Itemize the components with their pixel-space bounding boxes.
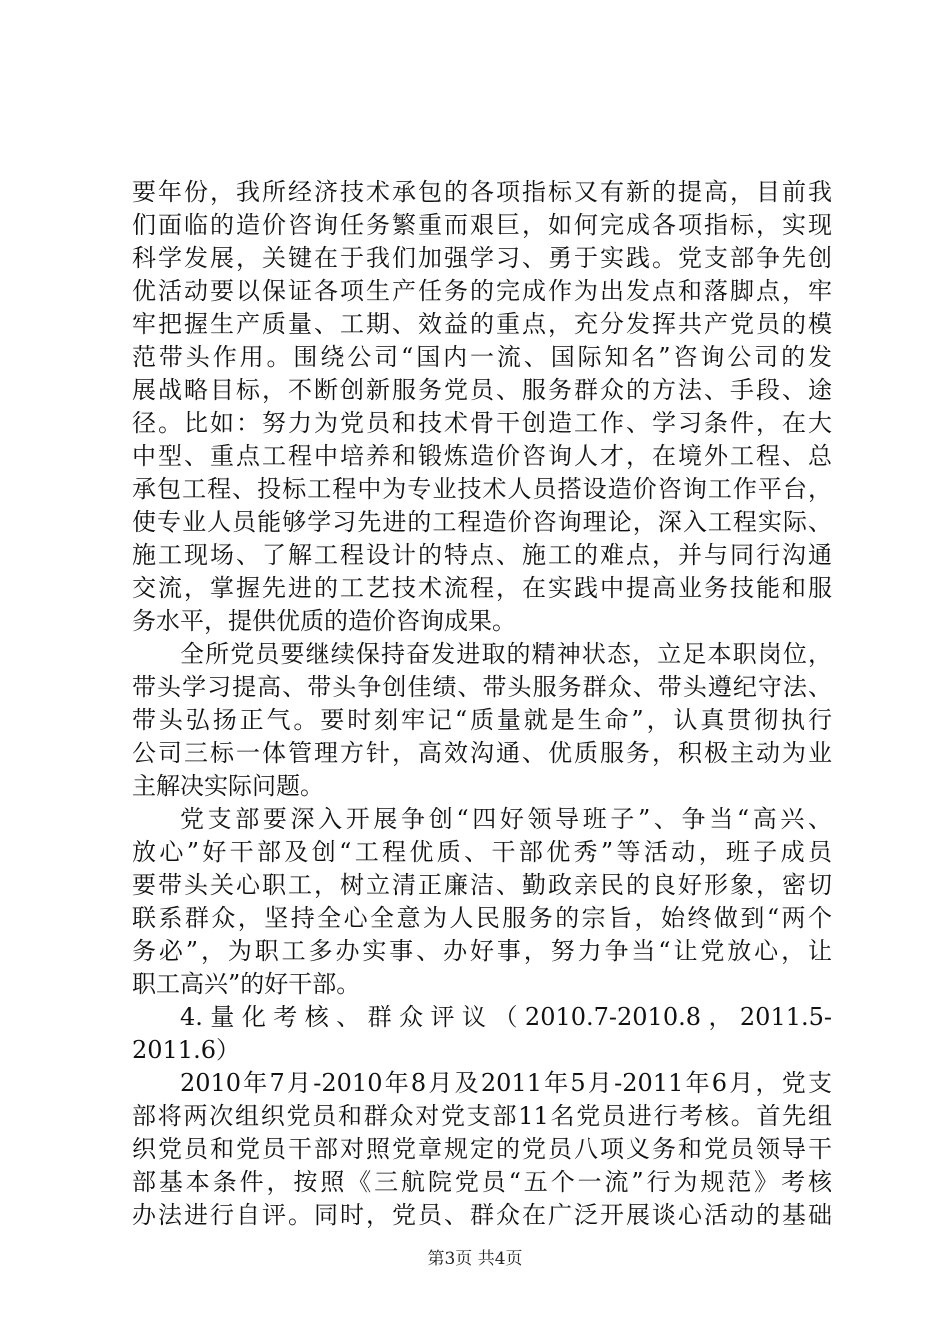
paragraph-line: 要年份，我所经济技术承包的各项指标又有新的提高，目前我	[132, 178, 832, 206]
paragraph-line: 中型、重点工程中培养和锻炼造价咨询人才，在境外工程、总	[132, 442, 832, 470]
paragraph-line: 施工现场、了解工程设计的特点、施工的难点，并与同行沟通	[132, 541, 832, 569]
paragraph-line: 主解决实际问题。	[132, 772, 324, 800]
paragraph-line: 带头学习提高、带头争创佳绩、带头服务群众、带头遵纪守法、	[132, 673, 832, 701]
paragraph-line: 要带头关心职工，树立清正廉洁、勤政亲民的良好形象，密切	[132, 871, 832, 899]
paragraph-first-line: 2010年7月-2010年8月及2011年5月-2011年6月，党支	[180, 1069, 832, 1097]
paragraph-line: 承包工程、投标工程中为专业技术人员搭设造价咨询工作平台，	[132, 475, 832, 503]
paragraph-line: 使专业人员能够学习先进的工程造价咨询理论，深入工程实际、	[132, 508, 832, 536]
paragraph-line: 们面临的造价咨询任务繁重而艰巨，如何完成各项指标，实现	[132, 211, 832, 239]
paragraph-line: 带头弘扬正气。要时刻牢记“质量就是生命”，认真贯彻执行	[132, 706, 832, 734]
paragraph-line: 部基本条件，按照《三航院党员“五个一流”行为规范》考核	[132, 1168, 832, 1196]
paragraph-line: 务必”，为职工多办实事、办好事，努力争当“让党放心，让	[132, 937, 832, 965]
paragraph-first-line: 全所党员要继续保持奋发进取的精神状态，立足本职岗位，	[180, 640, 832, 668]
paragraph-line: 部将两次组织党员和群众对党支部11名党员进行考核。首先组	[132, 1102, 832, 1130]
paragraph-line: 径。比如：努力为党员和技术骨干创造工作、学习条件，在大	[132, 409, 832, 437]
paragraph-line: 放心”好干部及创“工程优质、干部优秀”等活动，班子成员	[132, 838, 832, 866]
paragraph-line: 办法进行自评。同时，党员、群众在广泛开展谈心活动的基础	[132, 1201, 832, 1229]
paragraph-line: 科学发展，关键在于我们加强学习、勇于实践。党支部争先创	[132, 244, 832, 272]
paragraph-line: 职工高兴”的好干部。	[132, 970, 361, 998]
section-heading: 4.量化考核、群众评议（2010.7-2010.8，2011.5-	[180, 1003, 832, 1031]
paragraph-line: 牢把握生产质量、工期、效益的重点，充分发挥共产党员的模	[132, 310, 832, 338]
paragraph-line: 展战略目标，不断创新服务党员、服务群众的方法、手段、途	[132, 376, 832, 404]
paragraph-line: 优活动要以保证各项生产任务的完成作为出发点和落脚点，牢	[132, 277, 832, 305]
paragraph-line: 公司三标一体管理方针，高效沟通、优质服务，积极主动为业	[132, 739, 832, 767]
paragraph-line: 交流，掌握先进的工艺技术流程，在实践中提高业务技能和服	[132, 574, 832, 602]
paragraph-line: 务水平，提供优质的造价咨询成果。	[132, 607, 516, 635]
paragraph-line: 范带头作用。围绕公司“国内一流、国际知名”咨询公司的发	[132, 343, 832, 371]
section-heading-continuation: 2011.6）	[132, 1036, 240, 1064]
page-number-footer: 第3页 共4页	[427, 1249, 523, 1269]
paragraph-line: 联系群众，坚持全心全意为人民服务的宗旨，始终做到“两个	[132, 904, 832, 932]
paragraph-first-line: 党支部要深入开展争创“四好领导班子”、争当“高兴、	[180, 805, 832, 833]
paragraph-line: 织党员和党员干部对照党章规定的党员八项义务和党员领导干	[132, 1135, 832, 1163]
